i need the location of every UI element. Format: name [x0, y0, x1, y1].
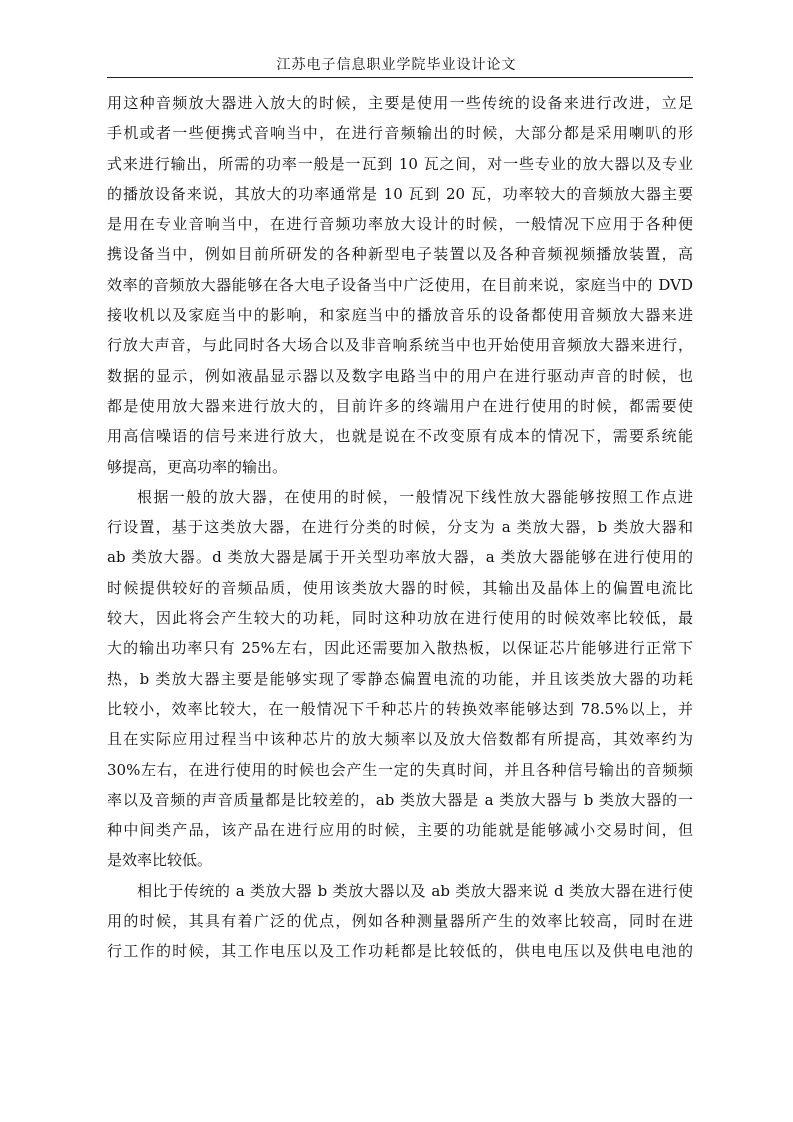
- text-line: 够提高，更高功率的输出。: [107, 457, 288, 476]
- text-line: 比较小，效率比较大，在一般情况下千种芯片的转换效率能够达到 78.5%以上，并: [107, 699, 693, 718]
- text-line: 相比于传统的 a 类放大器 b 类放大器以及 ab 类放大器来说 d 类放大器在进行使: [137, 881, 693, 900]
- text-line: 是用在专业音响当中，在进行音频功率放大设计的时候，一般情况下应用于各种便: [107, 215, 693, 234]
- text-line: 较大，因此将会产生较大的功耗，同时这种功放在进行使用的时候效率比较低，最: [107, 609, 693, 628]
- text-line: 数据的显示，例如液晶显示器以及数字电路当中的用户在进行驱动声音的时候，也: [107, 366, 693, 385]
- text-line: 率以及音频的声音质量都是比较差的，ab 类放大器是 a 类放大器与 b 类放大器的一: [107, 790, 693, 809]
- text-line: 根据一般的放大器，在使用的时候，一般情况下线性放大器能够按照工作点进: [137, 487, 693, 506]
- text-line: 的播放设备来说，其放大的功率通常是 10 瓦到 20 瓦，功率较大的音频放大器主要: [107, 184, 693, 203]
- text-line: 手机或者一些便携式音响当中，在进行音频输出的时候，大部分都是采用喇叭的形: [107, 124, 693, 143]
- text-line: 接收机以及家庭当中的影响，和家庭当中的播放音乐的设备都使用音频放大器来进: [107, 306, 693, 325]
- document-body: [107, 88, 693, 967]
- text-line: 用高信噪语的信号来进行放大，也就是说在不改变原有成本的情况下，需要系统能: [107, 427, 693, 446]
- text-line: 热，b 类放大器主要是能够实现了零静态偏置电流的功能，并且该类放大器的功耗: [107, 669, 693, 688]
- text-line: 效率的音频放大器能够在各大电子设备当中广泛使用，在目前来说，家庭当中的 DVD: [107, 275, 693, 294]
- paragraph-1: [107, 88, 693, 482]
- text-line: 都是使用放大器来进行放大的，目前许多的终端用户在进行使用的时候，都需要使: [107, 396, 693, 415]
- text-line: 30%左右，在进行使用的时候也会产生一定的失真时间，并且各种信号输出的音频频: [107, 760, 693, 779]
- text-line: 携设备当中，例如目前所研发的各种新型电子装置以及各种音频视频播放装置，高: [107, 245, 693, 264]
- text-line: 是效率比较低。: [107, 851, 213, 870]
- text-line: 且在实际应用过程当中该种芯片的放大频率以及放大倍数都有所提高，其效率约为: [107, 730, 693, 749]
- text-line: 时候提供较好的音频品质，使用该类放大器的时候，其输出及晶体上的偏置电流比: [107, 578, 693, 597]
- header-divider: [107, 77, 693, 78]
- text-line: 用的时候，其具有着广泛的优点，例如各种测量器所产生的效率比较高，同时在进: [107, 912, 693, 931]
- text-line: 行放大声音，与此同时各大场合以及非音响系统当中也开始使用音频放大器来进行，: [107, 336, 693, 355]
- paragraph-2: [107, 482, 693, 876]
- text-line: 行设置，基于这类放大器，在进行分类的时候，分支为 a 类放大器，b 类放大器和: [107, 518, 693, 537]
- page-header: [0, 56, 793, 74]
- text-line: ab 类放大器。d 类放大器是属于开关型功率放大器，a 类放大器能够在进行使用的: [107, 548, 693, 567]
- header-title: 江苏电子信息职业学院毕业设计论文: [276, 57, 517, 73]
- paragraph-3: [107, 876, 693, 967]
- text-line: 式来进行输出，所需的功率一般是一瓦到 10 瓦之间，对一些专业的放大器以及专业: [107, 154, 693, 173]
- text-line: 用这种音频放大器进入放大的时候，主要是使用一些传统的设备来进行改进，立足: [107, 94, 693, 112]
- text-line: 种中间类产品，该产品在进行应用的时候，主要的功能就是能够减小交易时间，但: [107, 821, 693, 840]
- text-line: 行工作的时候，其工作电压以及工作功耗都是比较低的，供电电压以及供电电池的: [107, 942, 693, 961]
- text-line: 大的输出功率只有 25%左右，因此还需要加入散热板，以保证芯片能够进行正常下: [107, 639, 693, 658]
